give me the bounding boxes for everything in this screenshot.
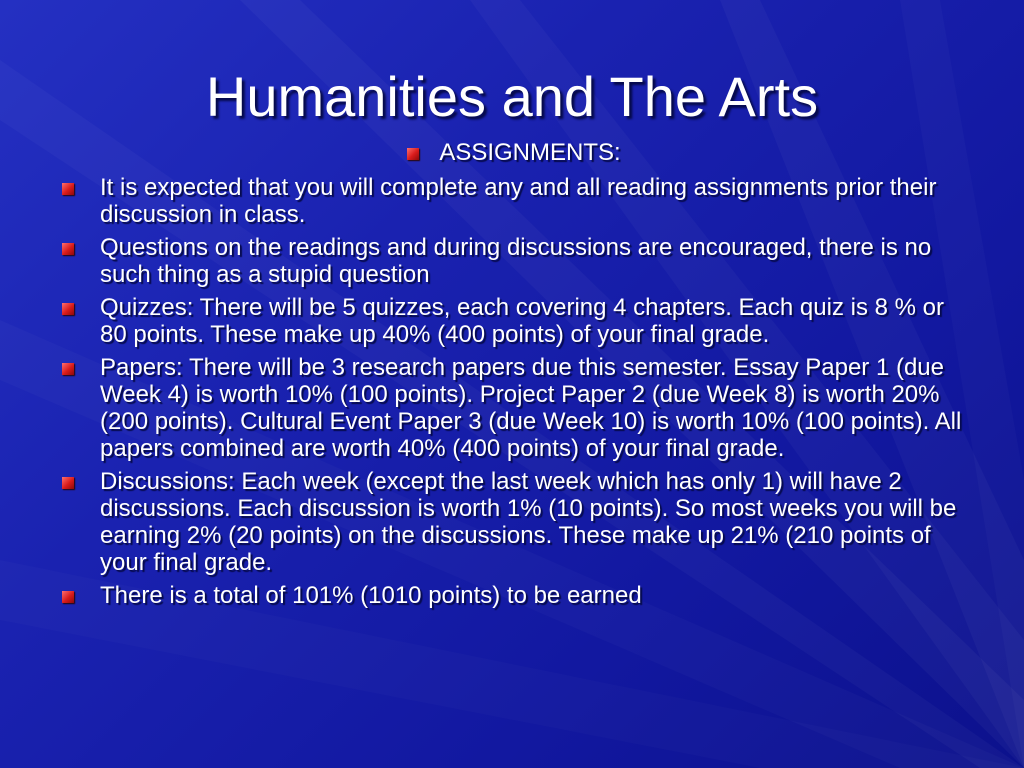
section-heading-item	[403, 138, 620, 168]
square-bullet-icon	[407, 148, 419, 160]
bullet-item	[62, 582, 968, 609]
bullet-text: Questions on the readings and during discussions are encouraged, there is no such thing as a stupid question	[100, 234, 932, 288]
bullet-list	[62, 174, 968, 615]
square-bullet-icon	[62, 477, 74, 489]
square-bullet-icon	[62, 243, 74, 255]
bullet-text: Papers: There will be 3 research papers due this semester. Essay Paper 1 (due Week 4) is worth 10% (100 points). Project Paper 2 (due Week 8) is worth 20% (200 points). Cultural Event Paper 3 (due Week 10) is worth 10% (100 points). All papers combined are worth 40% (400 points) of your final grade.	[100, 354, 962, 462]
bullet-item	[62, 294, 968, 348]
bullet-text: Quizzes: There will be 5 quizzes, each covering 4 chapters. Each quiz is 8 % or 80 points. These make up 40% (400 points) of your final grade.	[100, 294, 944, 348]
bullet-text: There is a total of 101% (1010 points) to be earned	[100, 582, 642, 609]
section-heading	[0, 138, 1024, 168]
square-bullet-icon	[62, 303, 74, 315]
square-bullet-icon	[62, 183, 74, 195]
bullet-text: Discussions: Each week (except the last week which has only 1) will have 2 discussions. Each discussion is worth 1% (10 points). So most weeks you will be earning 2% (20 points) on the discussions. These make up 21% (210 points of your final grade.	[100, 468, 957, 576]
square-bullet-icon	[62, 363, 74, 375]
square-bullet-icon	[62, 591, 74, 603]
bullet-item	[62, 174, 968, 228]
slide-title: Humanities and The Arts	[205, 65, 819, 128]
bullet-text: It is expected that you will complete any and all reading assignments prior their discussion in class.	[100, 174, 937, 228]
bullet-item	[62, 234, 968, 288]
bullet-item	[62, 354, 968, 462]
bullet-item	[62, 468, 968, 576]
section-heading-text: ASSIGNMENTS:	[439, 139, 621, 166]
